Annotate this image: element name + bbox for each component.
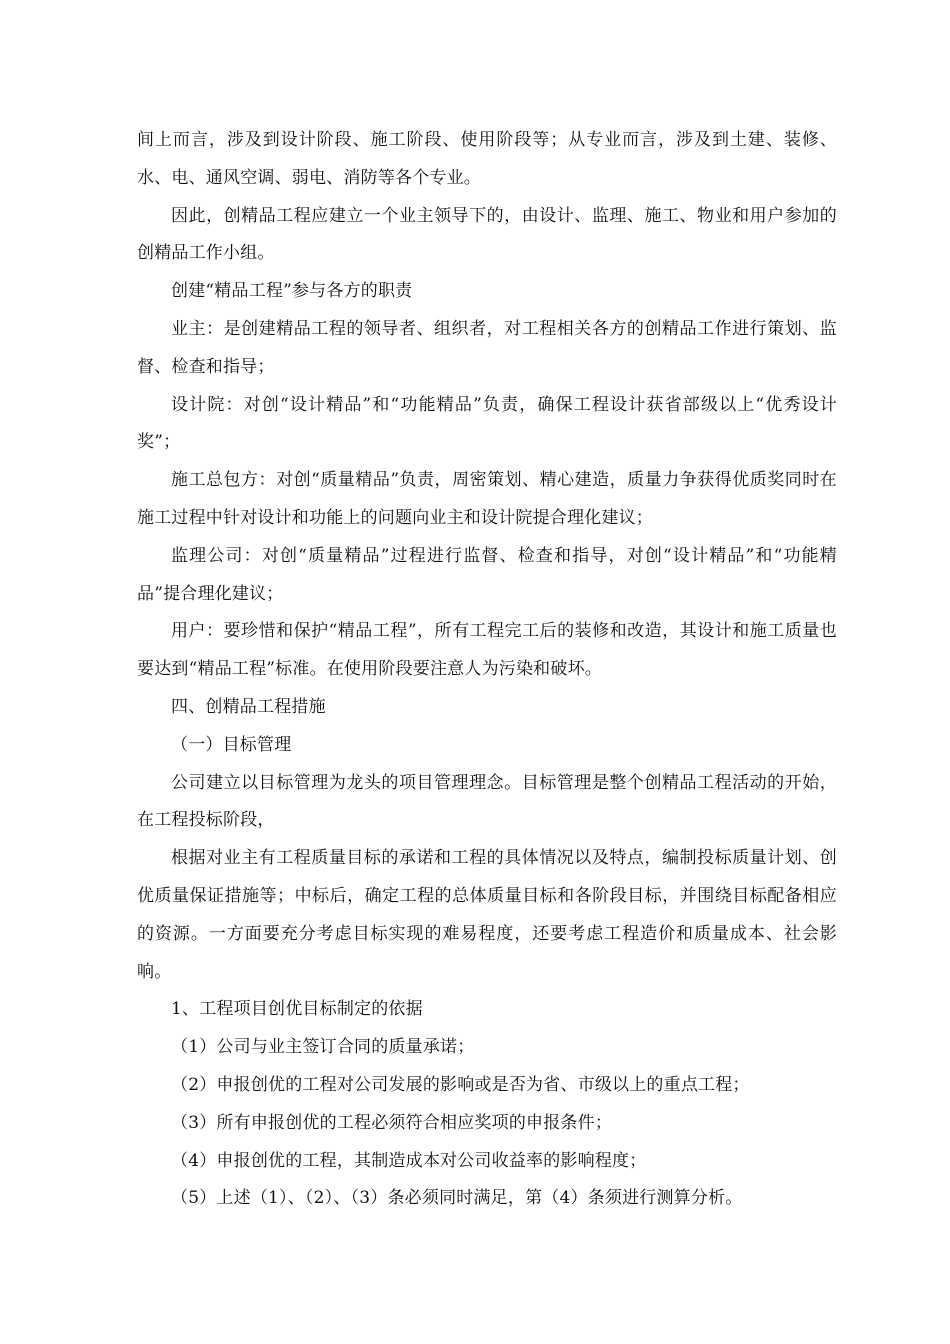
section-heading-responsibilities: 创建“精品工程”参与各方的职责 — [171, 281, 413, 302]
list-item-2: （2）申报创优的工程对公司发展的影响或是否为省、市级以上的重点工程； — [171, 1074, 750, 1095]
list-item-3: （3）所有申报创优的工程必须符合相应奖项的申报条件； — [171, 1112, 613, 1133]
paragraph-user-duty: 用户：要珍惜和保护“精品工程”，所有工程完工后的装修和改造，其设计和施工质量也要达到“精品工程”标准。在使用阶段要注意人为污染和破坏。 — [137, 621, 837, 680]
document-body — [137, 122, 837, 1218]
item-heading-basis: 1、工程项目创优目标制定的依据 — [171, 999, 423, 1020]
paragraph-design-institute-duty: 设计院：对创“设计精品”和“功能精品”负责，确保工程设计获省部级以上“优秀设计奖”； — [137, 394, 837, 453]
paragraph-owner-duty: 业主：是创建精品工程的领导者、组织者，对工程相关各方的创精品工作进行策划、监督、检查和指导； — [137, 318, 837, 377]
paragraph-contractor-duty: 施工总包方：对创“质量精品”负责，周密策划、精心建造，质量力争获得优质奖同时在施工过程中针对设计和功能上的问题向业主和设计院提合理化建议； — [137, 470, 837, 528]
paragraph-1: 间上而言，涉及到设计阶段、施工阶段、使用阶段等；从专业而言，涉及到土建、装修、水、电、通风空调、弱电、消防等各个专业。 — [137, 130, 837, 188]
list-item-5: （5）上述（1）、（2）、（3）条必须同时满足，第（4）条须进行测算分析。 — [171, 1188, 743, 1209]
paragraph-supervisor-duty: 监理公司：对创“质量精品”过程进行监督、检查和指导，对创“设计精品”和“功能精品”提合理化建议； — [137, 545, 837, 604]
section-heading-measures: 四、创精品工程措施 — [171, 696, 326, 717]
paragraph-goal-management-detail: 根据对业主有工程质量目标的承诺和工程的具体情况以及特点，编制投标质量计划、创优质量保证措施等；中标后，确定工程的总体质量目标和各阶段目标，并围绕目标配备相应的资源。一方面要充分考虑目标实现的难易程度，还要考虑工程造价和质量成本、社会影响。 — [137, 848, 837, 982]
paragraph-2: 因此，创精品工程应建立一个业主领导下的，由设计、监理、施工、物业和用户参加的创精品工作小组。 — [137, 205, 837, 264]
paragraph-goal-management-intro: 公司建立以目标管理为龙头的项目管理理念。目标管理是整个创精品工程活动的开始，在工程投标阶段， — [137, 772, 837, 831]
list-item-4: （4）申报创优的工程，其制造成本对公司收益率的影响程度； — [171, 1150, 647, 1171]
subsection-heading-goal-management: （一）目标管理 — [171, 734, 292, 755]
list-item-1: （1）公司与业主签订合同的质量承诺； — [171, 1037, 475, 1058]
